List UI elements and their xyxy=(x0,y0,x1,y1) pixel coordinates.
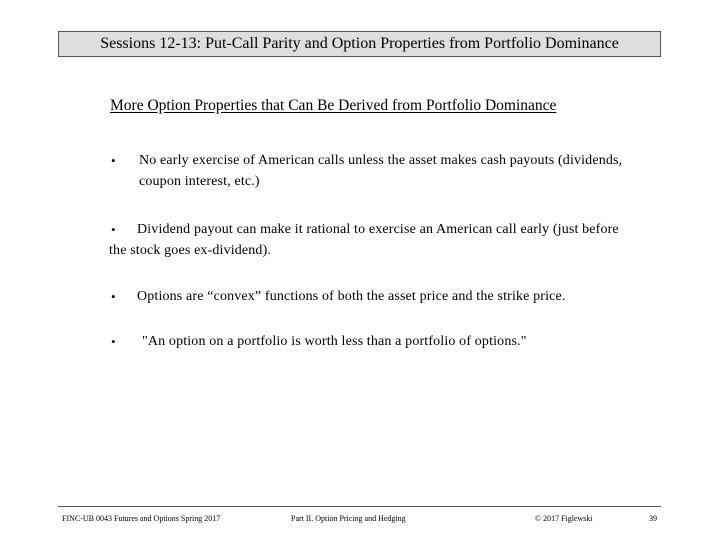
footer-part: Part II. Option Pricing and Hedging xyxy=(291,514,406,523)
bullet-item xyxy=(109,219,639,261)
slide-title: Sessions 12-13: Put-Call Parity and Option Properties from Portfolio Dominance xyxy=(100,35,619,52)
bullet-item xyxy=(109,286,649,307)
footer-page-number: 39 xyxy=(649,514,657,523)
bullet-marker: • xyxy=(111,334,116,349)
bullet-text: "An option on a portfolio is worth less than a portfolio of options." xyxy=(142,334,527,349)
bullet-item xyxy=(109,331,649,352)
bullet-text: No early exercise of American calls unless the asset makes cash payouts (dividends, coupon interest, etc.) xyxy=(139,153,623,189)
footer-copyright: © 2017 Figlewski xyxy=(535,514,593,523)
section-subheading: More Option Properties that Can Be Derived from Portfolio Dominance xyxy=(110,97,557,114)
footer-course: FINC-UB 0043 Futures and Options Spring 2017 xyxy=(62,514,221,523)
footer-divider xyxy=(58,506,661,507)
bullet-marker: • xyxy=(111,153,116,168)
bullet-text: Dividend payout can make it rational to exercise an American call early (just before the stock goes ex-dividend). xyxy=(109,222,619,258)
bullet-text: Options are “convex” functions of both the asset price and the strike price. xyxy=(137,289,566,304)
bullet-marker: • xyxy=(111,222,116,237)
bullet-marker: • xyxy=(111,289,116,304)
bullet-item xyxy=(111,150,631,192)
slide-header-bar xyxy=(58,31,661,57)
